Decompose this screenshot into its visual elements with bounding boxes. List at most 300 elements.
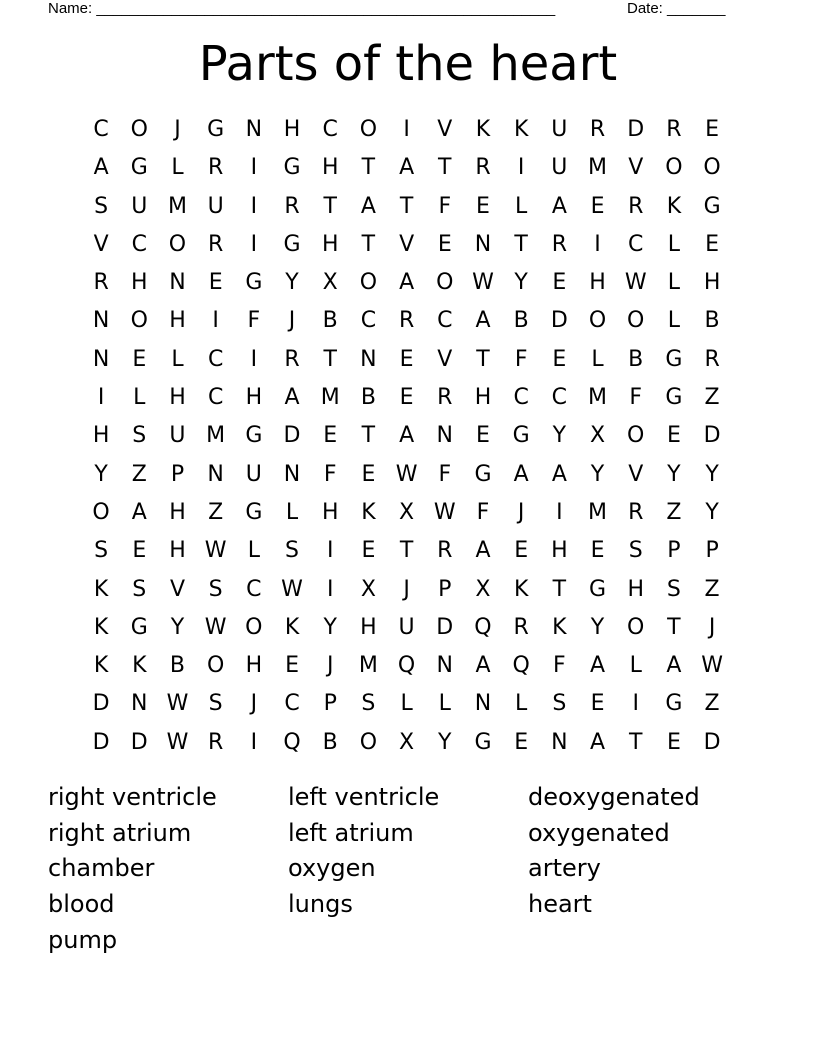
grid-letter: E <box>437 231 452 257</box>
grid-letter: Q <box>474 614 492 640</box>
grid-letter: G <box>665 346 683 372</box>
letter-grid <box>82 111 732 762</box>
grid-row <box>82 264 732 302</box>
grid-letter: B <box>360 385 376 411</box>
grid-letter: I <box>632 691 639 717</box>
word-list-item: left ventricle <box>288 783 440 811</box>
grid-letter: E <box>208 270 223 296</box>
grid-letter: D <box>283 423 301 449</box>
grid-letter: I <box>326 576 334 602</box>
grid-row <box>82 226 732 264</box>
grid-letter: W <box>472 270 494 296</box>
grid-letter: G <box>703 193 721 219</box>
grid-letter: H <box>131 270 148 296</box>
word-list-item: right ventricle <box>48 783 217 811</box>
grid-letter: F <box>323 461 337 487</box>
grid-letter: O <box>665 155 683 181</box>
grid-letter: R <box>208 155 224 181</box>
grid-letter: T <box>361 423 376 449</box>
grid-letter: X <box>399 499 415 525</box>
grid-letter: F <box>553 653 566 679</box>
grid-letter: T <box>628 729 643 755</box>
grid-letter: A <box>399 423 415 449</box>
grid-letter: R <box>437 385 453 411</box>
grid-letter: E <box>132 538 147 564</box>
grid-letter: E <box>132 346 147 372</box>
word-list-item: deoxygenated <box>528 783 700 811</box>
grid-letter: E <box>666 729 681 755</box>
grid-letter: L <box>133 385 146 411</box>
grid-letter: G <box>207 117 225 142</box>
grid-letter: Z <box>666 499 682 525</box>
grid-letter: X <box>360 576 376 602</box>
grid-letter: A <box>551 461 567 487</box>
grid-letter: F <box>514 346 528 372</box>
grid-letter: F <box>476 499 490 525</box>
grid-letter: A <box>399 155 415 181</box>
grid-letter: J <box>517 499 525 525</box>
grid-letter: W <box>395 461 418 487</box>
grid-letter: S <box>666 576 681 602</box>
grid-letter: O <box>359 729 378 755</box>
grid-letter: Q <box>283 729 301 755</box>
grid-letter: Z <box>208 499 224 525</box>
grid-letter: E <box>399 385 414 411</box>
grid-letter: D <box>130 729 148 755</box>
grid-letter: A <box>475 653 491 679</box>
grid-letter: Q <box>512 653 530 679</box>
grid-letter: T <box>323 193 337 219</box>
grid-letter: X <box>399 729 415 755</box>
grid-letter: W <box>166 729 189 755</box>
grid-letter: V <box>93 231 109 257</box>
grid-letter: S <box>132 576 147 602</box>
grid-letter: E <box>705 117 720 142</box>
grid-letter: G <box>245 423 263 449</box>
grid-letter: H <box>169 499 186 525</box>
grid-letter: E <box>361 461 376 487</box>
grid-letter: G <box>665 385 683 411</box>
grid-letter: I <box>594 231 601 257</box>
grid-row <box>82 494 732 532</box>
grid-letter: W <box>204 614 227 640</box>
grid-letter: C <box>322 117 338 142</box>
grid-letter: G <box>283 155 301 181</box>
grid-letter: R <box>398 308 415 334</box>
word-list-item: blood <box>48 890 115 919</box>
grid-letter: I <box>517 155 525 181</box>
grid-letter: N <box>131 691 148 717</box>
grid-letter: K <box>284 614 300 640</box>
grid-letter: V <box>628 155 644 181</box>
grid-letter: Z <box>704 385 720 411</box>
grid-letter: Y <box>590 614 605 640</box>
grid-letter: R <box>589 117 606 142</box>
grid-letter: E <box>705 231 720 257</box>
word-list-item: chamber <box>48 854 155 883</box>
grid-letter: Y <box>590 461 605 487</box>
grid-letter: Z <box>131 461 147 487</box>
grid-letter: O <box>627 423 645 449</box>
grid-letter: G <box>589 576 607 602</box>
grid-letter: E <box>666 423 681 449</box>
grid-letter: L <box>171 155 184 181</box>
grid-letter: A <box>131 499 147 525</box>
grid-letter: B <box>322 729 338 755</box>
grid-letter: Y <box>323 614 337 640</box>
grid-letter: K <box>552 614 567 640</box>
grid-letter: E <box>361 538 376 564</box>
grid-letter: A <box>399 270 415 296</box>
grid-letter: L <box>667 231 681 257</box>
grid-letter: O <box>627 308 645 334</box>
grid-letter: G <box>474 461 492 487</box>
grid-letter: O <box>627 614 645 640</box>
grid-letter: E <box>514 538 529 564</box>
grid-letter: V <box>169 576 185 602</box>
grid-letter: C <box>628 231 644 257</box>
grid-letter: H <box>169 538 186 564</box>
grid-letter: U <box>207 193 224 219</box>
grid-letter: J <box>326 653 334 679</box>
grid-letter: N <box>551 729 568 755</box>
grid-letter: D <box>550 308 568 334</box>
grid-letter: R <box>551 231 567 257</box>
word-list-item: pump <box>48 925 118 954</box>
grid-letter: P <box>705 538 719 564</box>
grid-letter: K <box>132 653 147 679</box>
grid-letter: J <box>708 614 716 640</box>
grid-letter: D <box>703 729 721 755</box>
grid-letter: R <box>284 193 300 219</box>
grid-letter: G <box>245 499 263 525</box>
grid-letter: M <box>206 423 226 449</box>
grid-letter: O <box>130 117 148 142</box>
grid-row <box>82 302 732 340</box>
date-field-label: Date: _______ <box>627 0 726 17</box>
grid-letter: M <box>167 193 187 219</box>
grid-row <box>82 724 732 762</box>
grid-letter: F <box>438 461 452 487</box>
grid-letter: S <box>628 538 643 564</box>
grid-letter: Q <box>397 653 416 679</box>
grid-row <box>82 379 732 417</box>
grid-letter: D <box>92 729 110 755</box>
grid-letter: I <box>250 231 258 257</box>
grid-letter: B <box>628 346 644 372</box>
grid-letter: V <box>628 461 644 487</box>
grid-letter: U <box>551 155 568 181</box>
grid-letter: H <box>360 614 377 640</box>
grid-letter: E <box>285 653 299 679</box>
grid-letter: X <box>589 423 606 449</box>
grid-letter: Y <box>285 270 299 296</box>
grid-letter: W <box>701 653 723 679</box>
grid-letter: U <box>169 423 186 449</box>
grid-row <box>82 111 732 149</box>
grid-letter: W <box>433 499 456 525</box>
grid-letter: K <box>93 653 109 679</box>
grid-letter: E <box>476 423 490 449</box>
grid-letter: M <box>588 499 608 525</box>
grid-letter: I <box>250 729 258 755</box>
grid-letter: B <box>513 308 529 334</box>
grid-letter: P <box>667 538 681 564</box>
grid-letter: G <box>474 729 492 755</box>
grid-letter: O <box>245 614 263 640</box>
grid-letter: L <box>667 308 681 334</box>
grid-letter: O <box>130 308 148 334</box>
grid-row <box>82 609 732 647</box>
grid-letter: E <box>323 423 338 449</box>
grid-letter: Y <box>667 461 681 487</box>
word-list <box>48 780 768 958</box>
grid-letter: I <box>403 117 410 142</box>
grid-letter: M <box>588 385 608 411</box>
grid-letter: Y <box>438 729 452 755</box>
grid-letter: H <box>703 270 721 296</box>
grid-letter: H <box>169 385 186 411</box>
grid-letter: J <box>403 576 410 602</box>
grid-letter: H <box>474 385 492 411</box>
grid-letter: N <box>207 461 224 487</box>
header-fields <box>48 0 748 20</box>
grid-letter: V <box>437 117 453 142</box>
grid-letter: B <box>704 308 720 334</box>
grid-row <box>82 571 732 609</box>
grid-letter: K <box>93 614 109 640</box>
word-list-item: heart <box>528 890 592 919</box>
grid-letter: O <box>436 270 454 296</box>
grid-letter: R <box>284 346 300 372</box>
grid-letter: L <box>171 346 184 372</box>
grid-letter: I <box>97 385 105 411</box>
grid-letter: X <box>475 576 491 602</box>
grid-letter: N <box>360 346 377 372</box>
grid-letter: T <box>667 614 681 640</box>
grid-letter: S <box>208 691 223 717</box>
grid-letter: H <box>92 423 110 449</box>
grid-letter: A <box>284 385 300 411</box>
grid-letter: G <box>665 691 683 717</box>
grid-letter: K <box>666 193 682 219</box>
grid-letter: K <box>475 117 491 142</box>
grid-letter: M <box>588 155 608 181</box>
grid-letter: T <box>399 538 414 564</box>
grid-letter: G <box>245 270 263 296</box>
grid-letter: Y <box>514 270 528 296</box>
grid-letter: A <box>590 653 606 679</box>
grid-letter: U <box>245 461 262 487</box>
grid-letter: E <box>590 691 605 717</box>
grid-letter: R <box>208 729 224 755</box>
grid-letter: J <box>250 691 258 717</box>
grid-letter: E <box>552 270 567 296</box>
word-list-item: left atrium <box>288 818 414 847</box>
grid-letter: E <box>590 538 605 564</box>
grid-letter: A <box>551 193 567 219</box>
grid-letter: W <box>204 538 227 564</box>
grid-letter: R <box>666 117 682 142</box>
grid-letter: E <box>590 193 605 219</box>
grid-row <box>82 149 732 187</box>
grid-row <box>82 417 732 455</box>
grid-letter: B <box>322 308 338 334</box>
grid-letter: R <box>208 231 224 257</box>
grid-letter: Y <box>705 499 719 525</box>
grid-letter: E <box>552 346 567 372</box>
grid-letter: S <box>208 576 223 602</box>
grid-letter: U <box>398 614 415 640</box>
grid-letter: Y <box>552 423 567 449</box>
grid-letter: Z <box>704 691 720 717</box>
grid-letter: O <box>168 231 187 257</box>
grid-letter: S <box>132 423 147 449</box>
grid-letter: A <box>93 155 109 181</box>
grid-letter: C <box>246 576 262 602</box>
grid-letter: K <box>513 576 529 602</box>
grid-letter: L <box>247 538 260 564</box>
grid-letter: V <box>399 231 415 257</box>
grid-letter: R <box>513 614 529 640</box>
grid-letter: C <box>551 385 568 411</box>
grid-row <box>82 456 732 494</box>
grid-letter: V <box>437 346 453 372</box>
grid-letter: Z <box>704 576 720 602</box>
grid-letter: N <box>92 346 110 372</box>
grid-letter: K <box>513 117 529 142</box>
grid-letter: H <box>321 499 339 525</box>
grid-letter: M <box>358 653 378 679</box>
grid-letter: N <box>92 308 110 334</box>
grid-letter: H <box>169 308 186 334</box>
grid-row <box>82 188 732 226</box>
grid-letter: G <box>130 614 148 640</box>
grid-letter: L <box>515 193 528 219</box>
grid-letter: R <box>93 270 109 296</box>
grid-letter: O <box>359 270 378 296</box>
grid-letter: M <box>320 385 340 411</box>
grid-letter: I <box>212 308 219 334</box>
grid-letter: A <box>666 653 682 679</box>
grid-letter: H <box>245 653 263 679</box>
grid-letter: D <box>436 614 454 640</box>
grid-letter: H <box>245 385 263 411</box>
grid-letter: W <box>624 270 647 296</box>
page-title: Parts of the heart <box>198 36 618 92</box>
grid-letter: L <box>400 691 413 717</box>
grid-letter: H <box>283 117 301 142</box>
grid-letter: I <box>250 155 258 181</box>
grid-letter: N <box>436 423 454 449</box>
grid-letter: B <box>169 653 186 679</box>
grid-letter: H <box>321 155 339 181</box>
grid-letter: L <box>591 346 604 372</box>
grid-letter: A <box>360 193 376 219</box>
grid-letter: T <box>361 231 376 257</box>
grid-letter: T <box>438 155 452 181</box>
grid-letter: D <box>627 117 645 142</box>
grid-letter: K <box>361 499 376 525</box>
grid-letter: N <box>436 653 454 679</box>
grid-letter: L <box>515 691 528 717</box>
grid-letter: D <box>703 423 721 449</box>
name-field-label: Name: _______________________________________________________ <box>48 0 556 17</box>
grid-letter: H <box>551 538 568 564</box>
grid-letter: S <box>94 538 109 564</box>
grid-letter: T <box>552 576 567 602</box>
grid-letter: J <box>288 308 296 334</box>
grid-letter: A <box>513 461 529 487</box>
grid-letter: I <box>250 346 258 372</box>
grid-letter: O <box>588 308 607 334</box>
grid-letter: X <box>322 270 338 296</box>
grid-letter: T <box>514 231 528 257</box>
grid-letter: L <box>667 270 681 296</box>
grid-row <box>82 647 732 685</box>
grid-letter: A <box>475 308 491 334</box>
grid-letter: G <box>283 231 301 257</box>
grid-letter: G <box>512 423 530 449</box>
grid-letter: C <box>437 308 453 334</box>
grid-letter: O <box>92 499 110 525</box>
grid-letter: R <box>628 193 644 219</box>
grid-letter: A <box>590 729 606 755</box>
grid-letter: O <box>703 155 721 181</box>
grid-letter: T <box>476 346 490 372</box>
grid-letter: R <box>628 499 644 525</box>
grid-letter: W <box>281 576 303 602</box>
grid-letter: N <box>474 231 492 257</box>
grid-letter: N <box>283 461 301 487</box>
grid-letter: L <box>285 499 299 525</box>
grid-letter: E <box>399 346 414 372</box>
word-list-item: lungs <box>288 890 353 919</box>
grid-letter: H <box>321 231 339 257</box>
grid-letter: T <box>361 155 376 181</box>
grid-letter: C <box>513 385 529 411</box>
grid-letter: N <box>245 117 263 142</box>
grid-row <box>82 341 732 379</box>
grid-letter: N <box>169 270 186 296</box>
grid-letter: Y <box>170 614 185 640</box>
grid-letter: F <box>247 308 261 334</box>
grid-letter: T <box>399 193 414 219</box>
grid-letter: I <box>326 538 334 564</box>
grid-letter: E <box>514 729 529 755</box>
grid-row <box>82 685 732 723</box>
grid-letter: Y <box>94 461 108 487</box>
grid-letter: C <box>93 117 109 142</box>
grid-letter: Y <box>705 461 719 487</box>
grid-letter: C <box>131 231 147 257</box>
grid-letter: T <box>323 346 337 372</box>
grid-letter: C <box>284 691 300 717</box>
grid-letter: F <box>629 385 643 411</box>
word-list-item: oxygenated <box>528 818 670 847</box>
grid-letter: C <box>360 308 377 334</box>
grid-letter: N <box>474 691 492 717</box>
word-list-item: right atrium <box>48 818 192 847</box>
grid-letter: E <box>476 193 490 219</box>
grid-letter: O <box>206 653 225 679</box>
grid-letter: L <box>438 691 451 717</box>
grid-letter: I <box>556 499 563 525</box>
grid-letter: S <box>361 691 376 717</box>
grid-letter: L <box>629 653 642 679</box>
grid-letter: G <box>130 155 148 181</box>
grid-letter: J <box>174 117 181 142</box>
